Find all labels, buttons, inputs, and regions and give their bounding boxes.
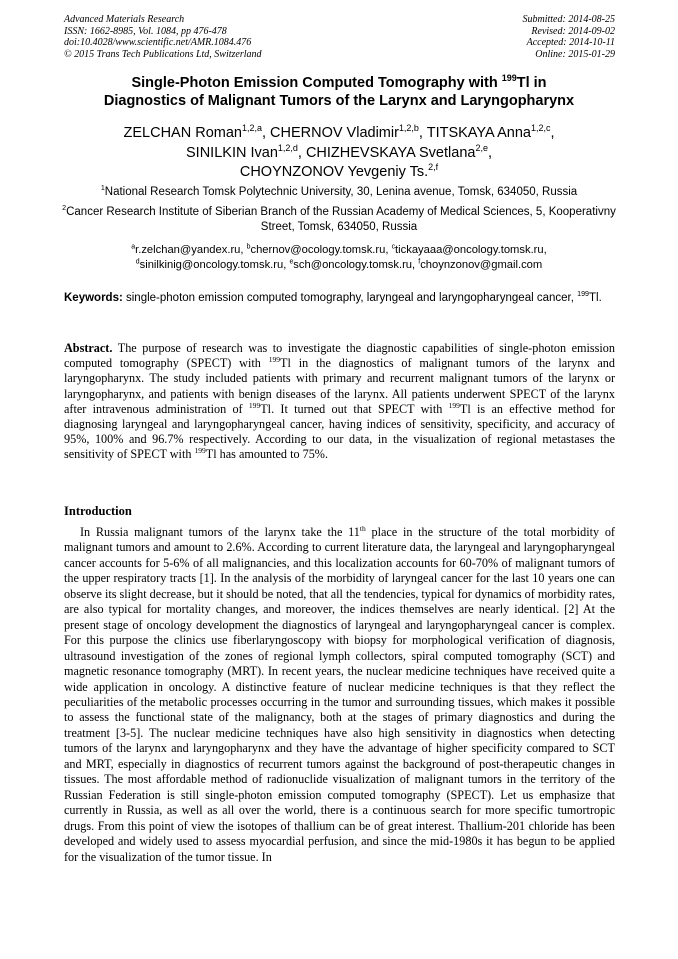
- introduction-paragraph: In Russia malignant tumors of the larynx take the 11th place in the structure of the total morbidity of malignant tumors and amount to 2.6%. According to current literature data, the laryngeal and laryngopharyngeal cancer accounts for 5-6% of all malignancies, and this localization accounts for 60-70% of malignant tumors of the upper respiratory tracts [1]. In the analysis of the morbidity of laryngeal cancer for the last 10 years one can observe its slight decrease, but it should be noted, that all the tendencies, typical for dynamics of morbidity rates, are also typical for mortality changes, and moreover, the indices themselves are nearly identical. [2] At the present stage of oncology development the diagnostics of laryngeal and laryngopharyngeal cancer is complex. For this purpose the clinics use fiberlaryngoscopy with biopsy for morphological verification of diagnosis, ultrasound investigation of the zones of regional lymph collectors, spiral computed tomography (SCT) and magnetic resonance tomography (MRT). In recent years, the nuclear medicine techniques have received quite a wide application in oncology. A distinctive feature of nuclear medicine techniques is that they reflect the peculiarities of the metabolic processes occurring in the tumor and surrounding tissues, which makes it possible to assess the functional state of the malignancy, both at the stages of primary diagnostics and during the treatment [3-5]. The nuclear medicine techniques have also high sensitivity in diagnostics when detecting tumors of the larynx and laryngopharynx and they have the advantage of higher specificity compared to SCT and MRT, especially in diagnostics of recurrent tumors against the background of post-therapeutic changes in tissues. The most affordable method of radionuclide visualization of malignant tumors in the territory of the Russian Federation is still single-photon emission computed tomography (SPECT). Let us emphasize that currently in Russia, as well as all over the world, there is a continuous search for more specific tumortropic drugs. From this point of view the isotopes of thallium can be of great interest. Thallium-201 chloride has been developed and widely used to assess myocardial perfusion, and since the mid-1980s it has begun to be applied for the visualization of the tumor tissue. In: [64, 523, 616, 864]
- author: CHOYNZONOV Yevgeniy Ts.: [239, 164, 429, 180]
- email-link[interactable]: sch@oncology.tomsk.ru: [293, 259, 413, 271]
- email-link[interactable]: sinilkinig@oncology.tomsk.ru: [139, 259, 284, 271]
- journal-doi: doi:10.4028/www.scientific.net/AMR.1084.476: [64, 37, 252, 48]
- abstract: Abstract. The purpose of research was to investigate the diagnostic capabilities of single-photon emission computed tomography (SPECT) with $^{199}$Tl in the diagnostics of malignant tumors of the larynx and laryngopharynx. The study included patients with primary and recurrent malignant tumors of the larynx or laryngopharynx, and patients with benign diseases of the larynx. All patients underwent SPECT of the larynx after intravenous administration of $^{199}$Tl. It turned out that SPECT with $^{199}$Tl is an effective method for diagnosing laryngeal and laryngopharyngeal cancer, having indices of sensitivity, specificity, and accuracy of 95%, 100% and 96.7% respectively. According to our data, in the visualization of regional metastases the sensitivity of SPECT with $^{199}$Tl has amounted to 75%.: [64, 341, 615, 462]
- date-submitted: Submitted: 2014-08-25: [522, 14, 615, 25]
- keywords: Keywords: single-photon emission computed tomography, laryngeal and laryngopharyngeal cancer, $^{199}$Tl.: [64, 290, 602, 304]
- author-emails: $^a$r.zelchan@yandex.ru, $^b$chernov@ocology.tomsk.ru, $^c$tickayaaa@oncology.tomsk.ru, $^d$sinilkinig@oncology.tomsk.ru, $^e$sch@oncology.tomsk.ru, $^f$choynzonov@gmail.com: [131, 243, 547, 271]
- author: SINILKIN Ivan: [186, 144, 278, 161]
- email-link[interactable]: chernov@ocology.tomsk.ru: [250, 244, 386, 256]
- journal-copyright: © 2015 Trans Tech Publications Ltd, Switzerland: [64, 48, 262, 60]
- author-list: ZELCHAN Roman$^{1,2,a}$, CHERNOV Vladimir$^{1,2,b}$, TITSKAYA Anna$^{1,2,c}$, SINILKIN Ivan$^{1,2,d}$, CHIZHEVSKAYA Svetlana$^{2,e}$, CHOYNZONOV Yevgeniy Ts.$^{2,f}$: [123, 123, 555, 180]
- email-link[interactable]: tickayaaa@oncology.tomsk.ru: [395, 244, 544, 256]
- journal-info: [64, 14, 262, 60]
- date-revised: Revised: 2014-09-02: [531, 25, 615, 37]
- date-accepted: Accepted: 2014-10-11: [526, 37, 615, 48]
- date-online: Online: 2015-01-29: [535, 48, 615, 60]
- affiliation-2: $^2$Cancer Research Institute of Siberian Branch of the Russian Academy of Medical Sciences, 5, Kooperativny Street, Tomsk, 634050, Russia: [62, 204, 616, 233]
- paper-title: Single-Photon Emission Computed Tomography with $^{199}$Tl in Diagnostics of Malignant Tumors of the Larynx and Laryngopharynx: [103, 73, 575, 109]
- journal-name: Advanced Materials Research: [64, 14, 185, 25]
- author: CHIZHEVSKAYA Svetlana: [305, 144, 476, 161]
- abstract-label: Abstract.: [64, 341, 113, 355]
- author: CHERNOV Vladimir: [270, 125, 399, 141]
- publication-dates: [523, 14, 616, 60]
- keywords-label: Keywords:: [64, 292, 123, 304]
- email-link[interactable]: choynzonov@gmail.com: [420, 259, 543, 271]
- section-heading-introduction: Introduction: [64, 504, 132, 518]
- author: ZELCHAN Roman: [123, 125, 242, 141]
- affiliation-1: $^1$National Research Tomsk Polytechnic University, 30, Lenina avenue, Tomsk, 634050, Russia: [100, 184, 578, 198]
- email-link[interactable]: r.zelchan@yandex.ru: [135, 244, 241, 256]
- journal-issn: ISSN: 1662-8985, Vol. 1084, pp 476-478: [64, 25, 227, 37]
- author: TITSKAYA Anna: [426, 125, 531, 141]
